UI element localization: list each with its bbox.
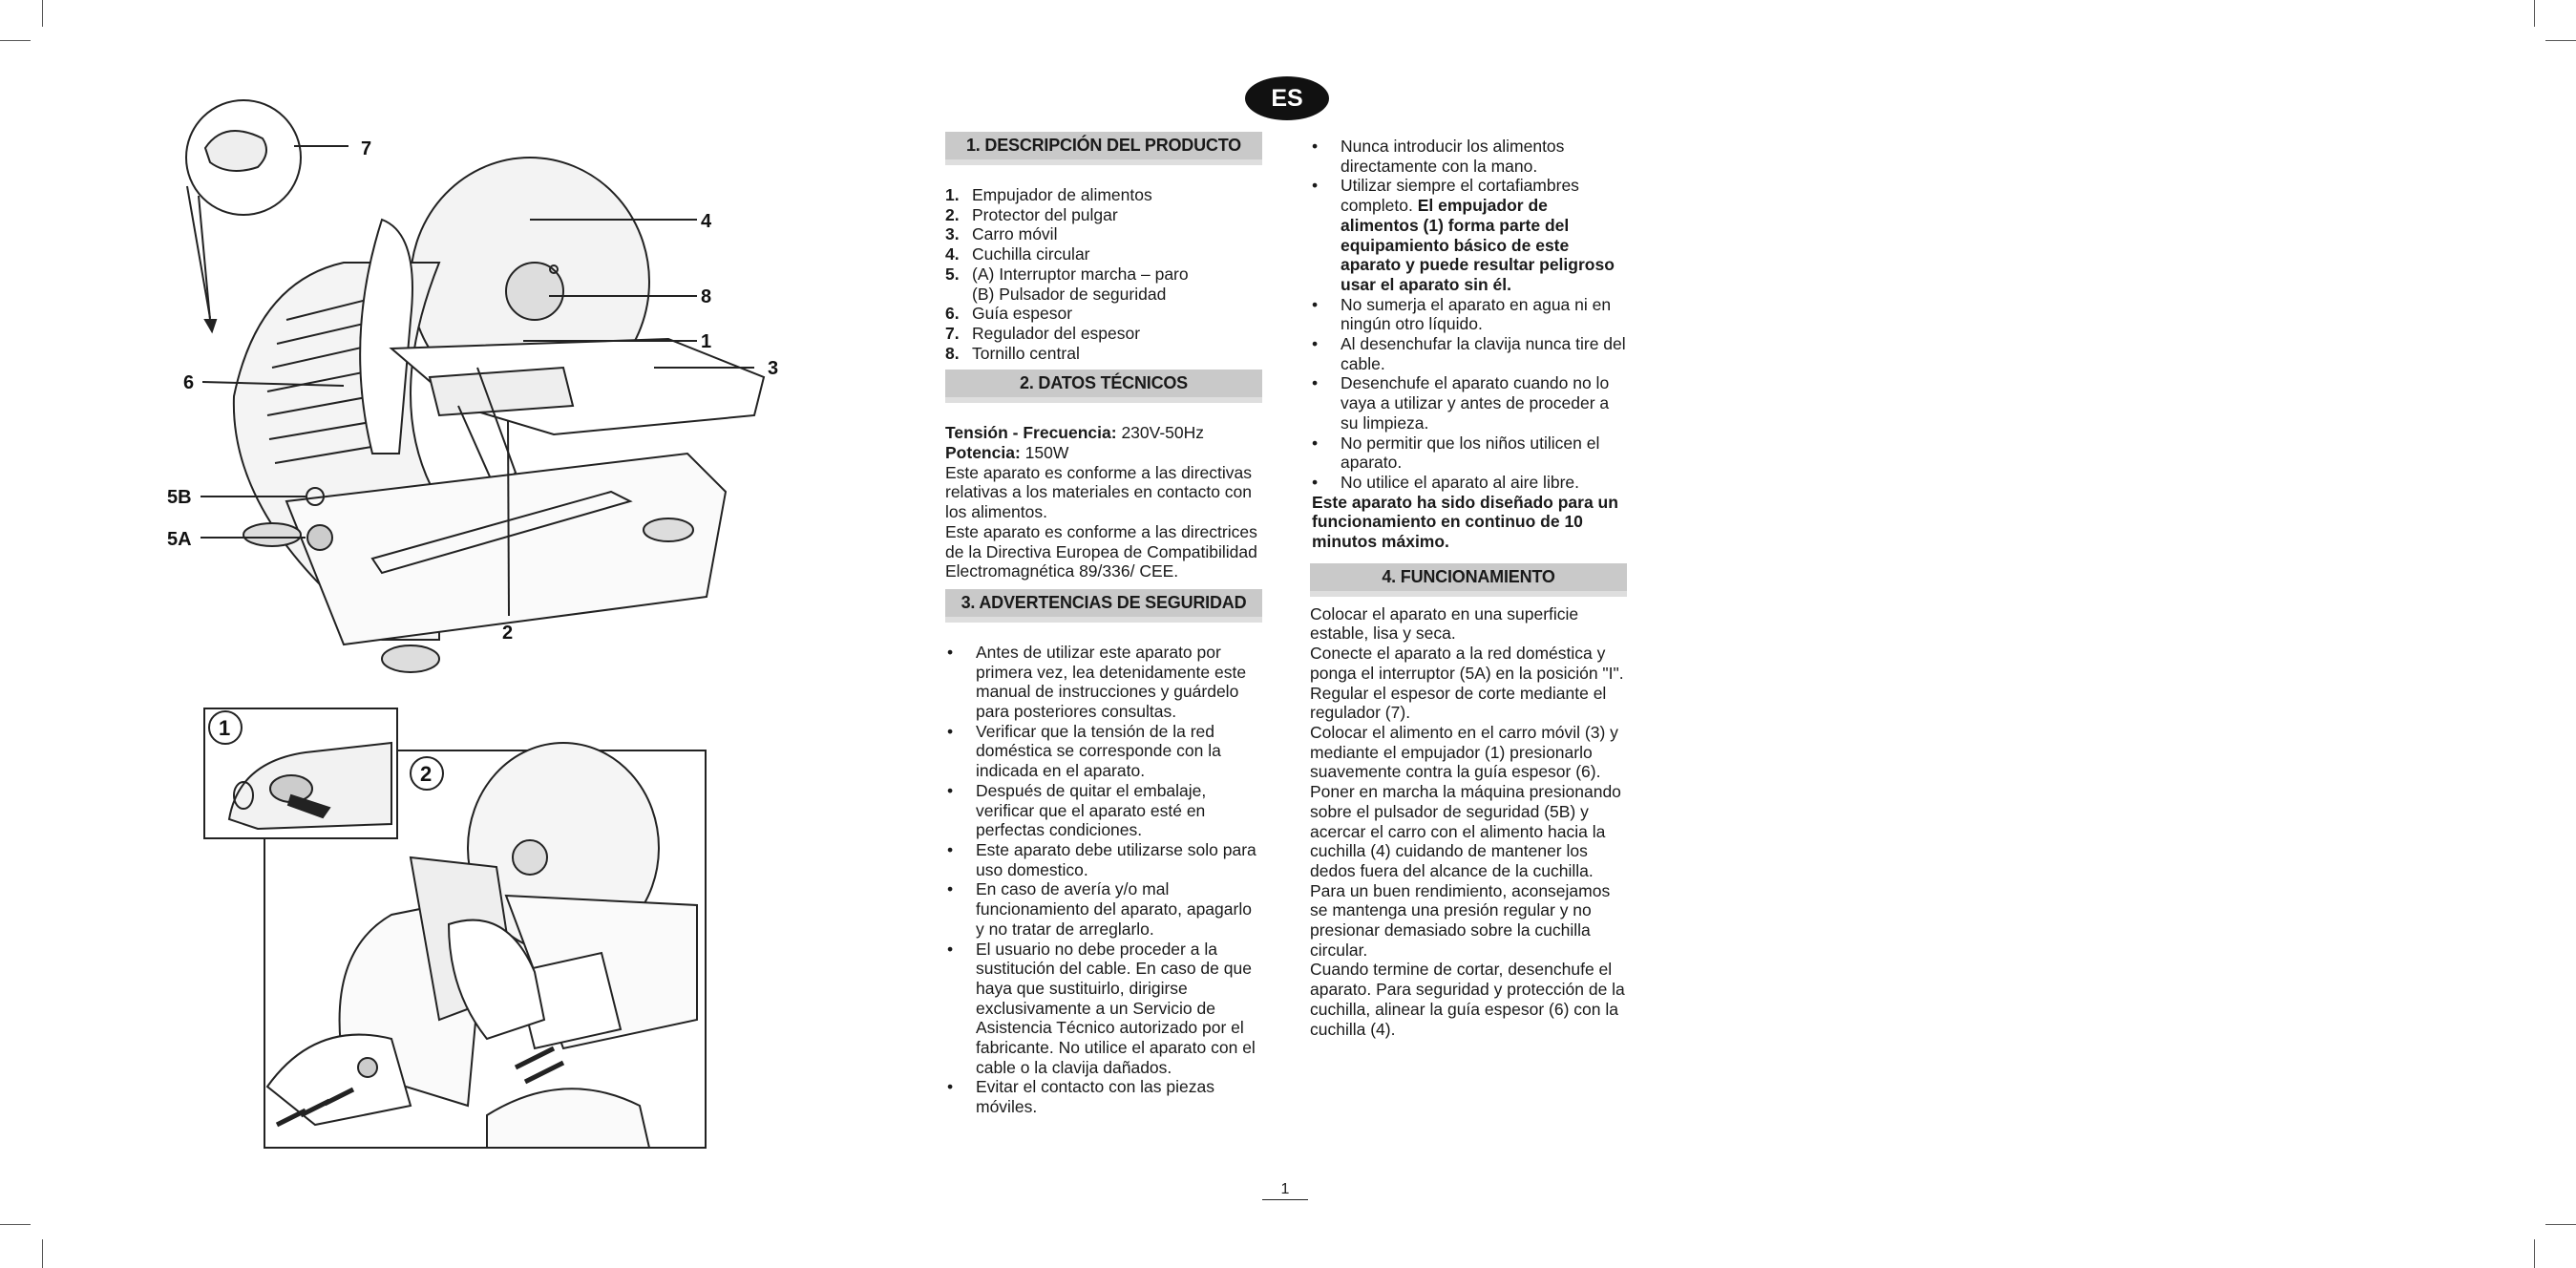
crop-mark: [2534, 0, 2535, 27]
list-item: 5. (A) Interruptor marcha – paro (B) Pulsador de seguridad: [945, 264, 1189, 304]
paragraph: Este aparato es conforme a las directrices de la Directiva Europea de Compatibilidad Electromagnética 89/336/ CEE.: [945, 521, 1257, 581]
list-item: • Verificar que la tensión de la red doméstica se corresponde con la indicada en el aparato.: [947, 721, 1221, 781]
list-item: • Nunca introducir los alimentos directamente con la mano.: [1312, 137, 1565, 176]
paragraph: Para un buen rendimiento, aconsejamos se mantenga una presión regular y no presionar demasiado sobre la cuchilla circular.: [1310, 880, 1611, 960]
callout-label: 6: [183, 372, 195, 393]
list-item: • Este aparato debe utilizarse solo para uso domestico.: [947, 839, 1256, 879]
callout-label: 1: [701, 331, 712, 352]
list-item: 8. Tornillo central: [945, 343, 1080, 363]
paragraph: Regular el espesor de corte mediante el regulador (7).: [1310, 683, 1607, 723]
list-item: • No sumerja el aparato en agua ni en ningún otro líquido.: [1312, 294, 1612, 334]
section-title: 3. ADVERTENCIAS DE SEGURIDAD: [945, 589, 1262, 623]
callout-label: 4: [701, 211, 712, 232]
callout-label: 7: [361, 138, 372, 159]
list-item: • No utilice el aparato al aire libre.: [1312, 472, 1579, 492]
crop-mark: [0, 1224, 31, 1225]
voltage-line: Tensión - Frecuencia: 230V-50Hz: [945, 423, 1205, 443]
paragraph: Conecte el aparato a la red doméstica y ponga el interruptor (5A) en la posición "I".: [1310, 644, 1624, 683]
step-number: 2: [420, 762, 433, 786]
list-item: • Después de quitar el embalaje, verificar que el aparato esté en perfectas condiciones.: [947, 780, 1207, 840]
continuous-use-note: Este aparato ha sido diseñado para un funcionamiento en continuo de 10 minutos máximo.: [1312, 492, 1618, 552]
list-item: 7. Regulador del espesor: [945, 323, 1141, 343]
list-item: • Antes de utilizar este aparato por primera vez, lea detenidamente este manual de instrucciones y guárdelo para posteriores consultas.: [947, 642, 1247, 722]
step-number: 1: [219, 716, 231, 740]
list-item: 4. Cuchilla circular: [945, 244, 1090, 264]
list-item: 1. Empujador de alimentos: [945, 185, 1152, 204]
text-column-right: [1310, 137, 1627, 1039]
language-badge: ES: [1245, 76, 1329, 120]
list-item: • En caso de avería y/o mal funcionamiento del aparato, apagarlo y no tratar de arreglarlo.: [947, 879, 1252, 939]
paragraph: Cuando termine de cortar, desenchufe el aparato. Para seguridad y protección de la cuchilla, alinear la guía espesor (6) con la cuchilla (4).: [1310, 960, 1625, 1039]
list-item: • No permitir que los niños utilicen el aparato.: [1312, 433, 1600, 473]
paragraph: Colocar el alimento en el carro móvil (3) y mediante el empujador (1) presionarlo suavemente contra la guía espesor (6).: [1310, 722, 1618, 782]
slicer-diagram: [153, 91, 802, 683]
list-item: 6. Guía espesor: [945, 304, 1073, 324]
section-title: 1. DESCRIPCIÓN DEL PRODUCTO: [945, 132, 1262, 165]
crop-mark: [42, 0, 43, 27]
text-column-left: [945, 132, 1262, 1117]
paragraph: Colocar el aparato en una superficie estable, lisa y seca.: [1310, 603, 1579, 644]
page-number: 1: [1262, 1180, 1308, 1200]
safety-list-continued: [1310, 137, 1627, 493]
list-item: • Desenchufe el aparato cuando no lo vaya a utilizar y antes de proceder a su limpieza.: [1312, 373, 1610, 433]
crop-mark: [2534, 1239, 2535, 1268]
list-item: • Al desenchufar la clavija nunca tire del cable.: [1312, 334, 1626, 373]
list-item: • Evitar el contacto con las piezas móviles.: [947, 1077, 1214, 1117]
safety-list: [945, 643, 1262, 1117]
crop-mark: [2545, 40, 2576, 41]
callout-label: 5B: [167, 487, 192, 508]
list-item: • El usuario no debe proceder a la sustitución del cable. En caso de que haya que sustituirlo, dirigirse exclusivamente a un Servicio de Asistencia Técnico autorizado por el fabricante. No utilice el aparato con el cable o la clavija dañados.: [947, 939, 1256, 1077]
crop-mark: [0, 40, 31, 41]
list-item: 3. Carro móvil: [945, 224, 1058, 244]
list-item: • Utilizar siempre el cortafiambres completo. El empujador de alimentos (1) forma parte del equipamiento básico de este aparato y puede resultar peligroso usar el aparato sin él.: [1312, 176, 1615, 294]
list-item: 2. Protector del pulgar: [945, 204, 1118, 224]
section-title: 4. FUNCIONAMIENTO: [1310, 563, 1627, 597]
usage-diagram: [201, 705, 716, 1153]
callout-label: 2: [502, 623, 514, 644]
crop-mark: [2545, 1224, 2576, 1225]
crop-mark: [42, 1239, 43, 1268]
section-title: 2. DATOS TÉCNICOS: [945, 370, 1262, 403]
callout-label: 5A: [167, 529, 192, 550]
product-parts-list: [945, 185, 1262, 363]
paragraph: Poner en marcha la máquina presionando sobre el pulsador de seguridad (5B) y acercar el carro con el alimento hacia la cuchilla (4) cuidando de mantener los dedos fuera del alcance de la cuchilla.: [1310, 782, 1621, 880]
paragraph: Este aparato es conforme a las directivas relativas a los materiales en contacto con los alimentos.: [945, 462, 1252, 522]
power-line: Potencia: 150W: [945, 443, 1069, 463]
callout-label: 3: [768, 358, 779, 379]
callout-label: 8: [701, 286, 712, 307]
